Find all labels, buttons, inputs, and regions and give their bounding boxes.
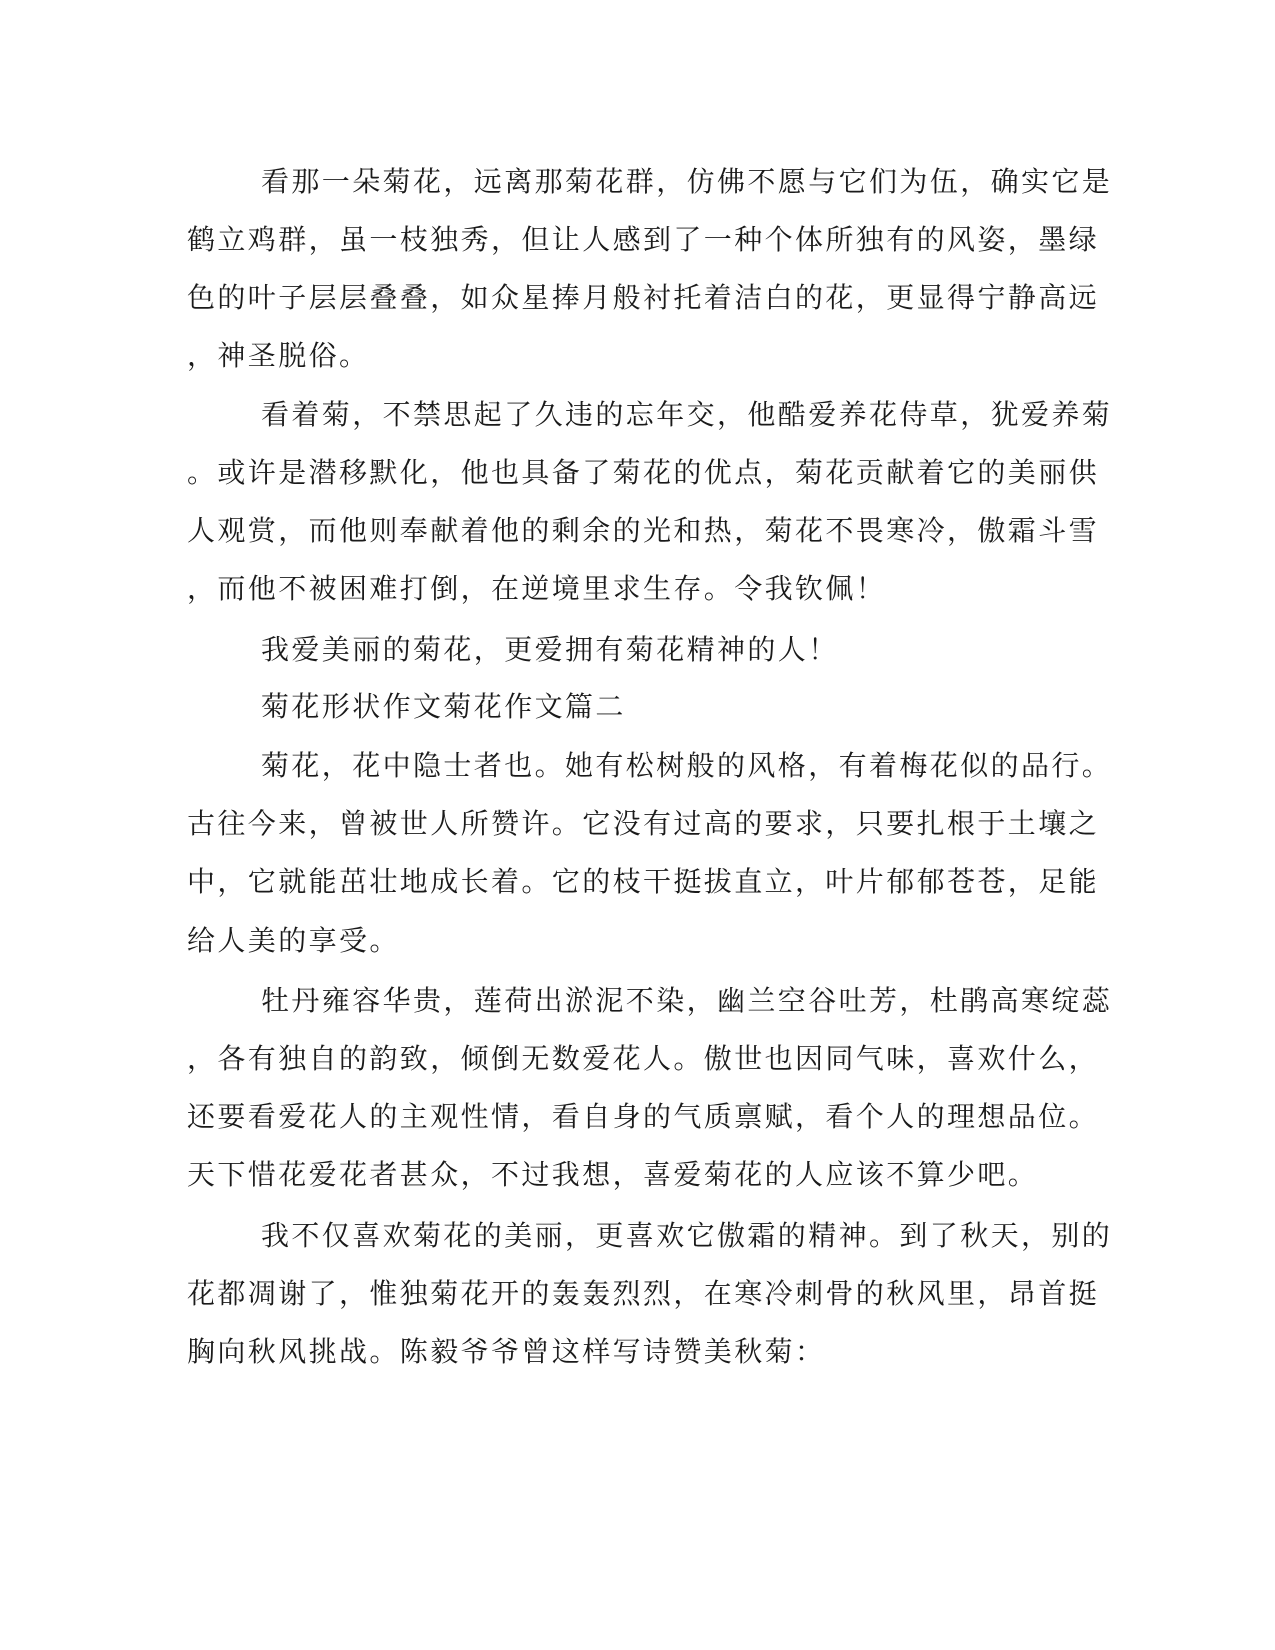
text-line: 色的叶子层层叠叠，如众星捧月般衬托着洁白的花，更显得宁静高远	[187, 281, 1100, 314]
text-line: 鹤立鸡群，虽一枝独秀，但让人感到了一种个体所独有的风姿，墨绿	[187, 223, 1100, 256]
text-line: 给人美的享受。	[187, 924, 400, 957]
text-line: 还要看爱花人的主观性情，看自身的气质禀赋，看个人的理想品位。	[187, 1100, 1100, 1133]
text-line: 看那一朵菊花，远离那菊花群，仿佛不愿与它们为伍，确实它是	[261, 165, 1113, 198]
text-line: 菊花，花中隐士者也。她有松树般的风格，有着梅花似的品行。	[261, 749, 1113, 782]
text-line: ，而他不被困难打倒，在逆境里求生存。令我钦佩！	[187, 572, 887, 605]
text-line: 花都凋谢了，惟独菊花开的轰轰烈烈，在寒冷刺骨的秋风里，昂首挺	[187, 1277, 1100, 1310]
section-heading: 菊花形状作文菊花作文篇二	[261, 690, 626, 723]
text-line: 古往今来，曾被世人所赞许。它没有过高的要求，只要扎根于土壤之	[187, 807, 1100, 840]
text-line: 我不仅喜欢菊花的美丽，更喜欢它傲霜的精神。到了秋天，别的	[261, 1219, 1113, 1252]
text-line: 我爱美丽的菊花，更爱拥有菊花精神的人！	[261, 633, 839, 666]
text-line: 。或许是潜移默化，他也具备了菊花的优点，菊花贡献着它的美丽供	[187, 456, 1100, 489]
text-line: 看着菊，不禁思起了久违的忘年交，他酷爱养花侍草，犹爱养菊	[261, 398, 1113, 431]
text-line: 天下惜花爱花者甚众，不过我想，喜爱菊花的人应该不算少吧。	[187, 1158, 1039, 1191]
text-line: 中，它就能茁壮地成长着。它的枝干挺拔直立，叶片郁郁苍苍，足能	[187, 865, 1100, 898]
text-line: ，神圣脱俗。	[187, 339, 370, 372]
text-line: ，各有独自的韵致，倾倒无数爱花人。傲世也因同气味，喜欢什么，	[187, 1042, 1100, 1075]
text-line: 牡丹雍容华贵，莲荷出淤泥不染，幽兰空谷吐芳，杜鹃高寒绽蕊	[261, 984, 1113, 1017]
text-line: 人观赏，而他则奉献着他的剩余的光和热，菊花不畏寒冷，傲霜斗雪	[187, 514, 1100, 547]
text-line: 胸向秋风挑战。陈毅爷爷曾这样写诗赞美秋菊：	[187, 1335, 826, 1368]
